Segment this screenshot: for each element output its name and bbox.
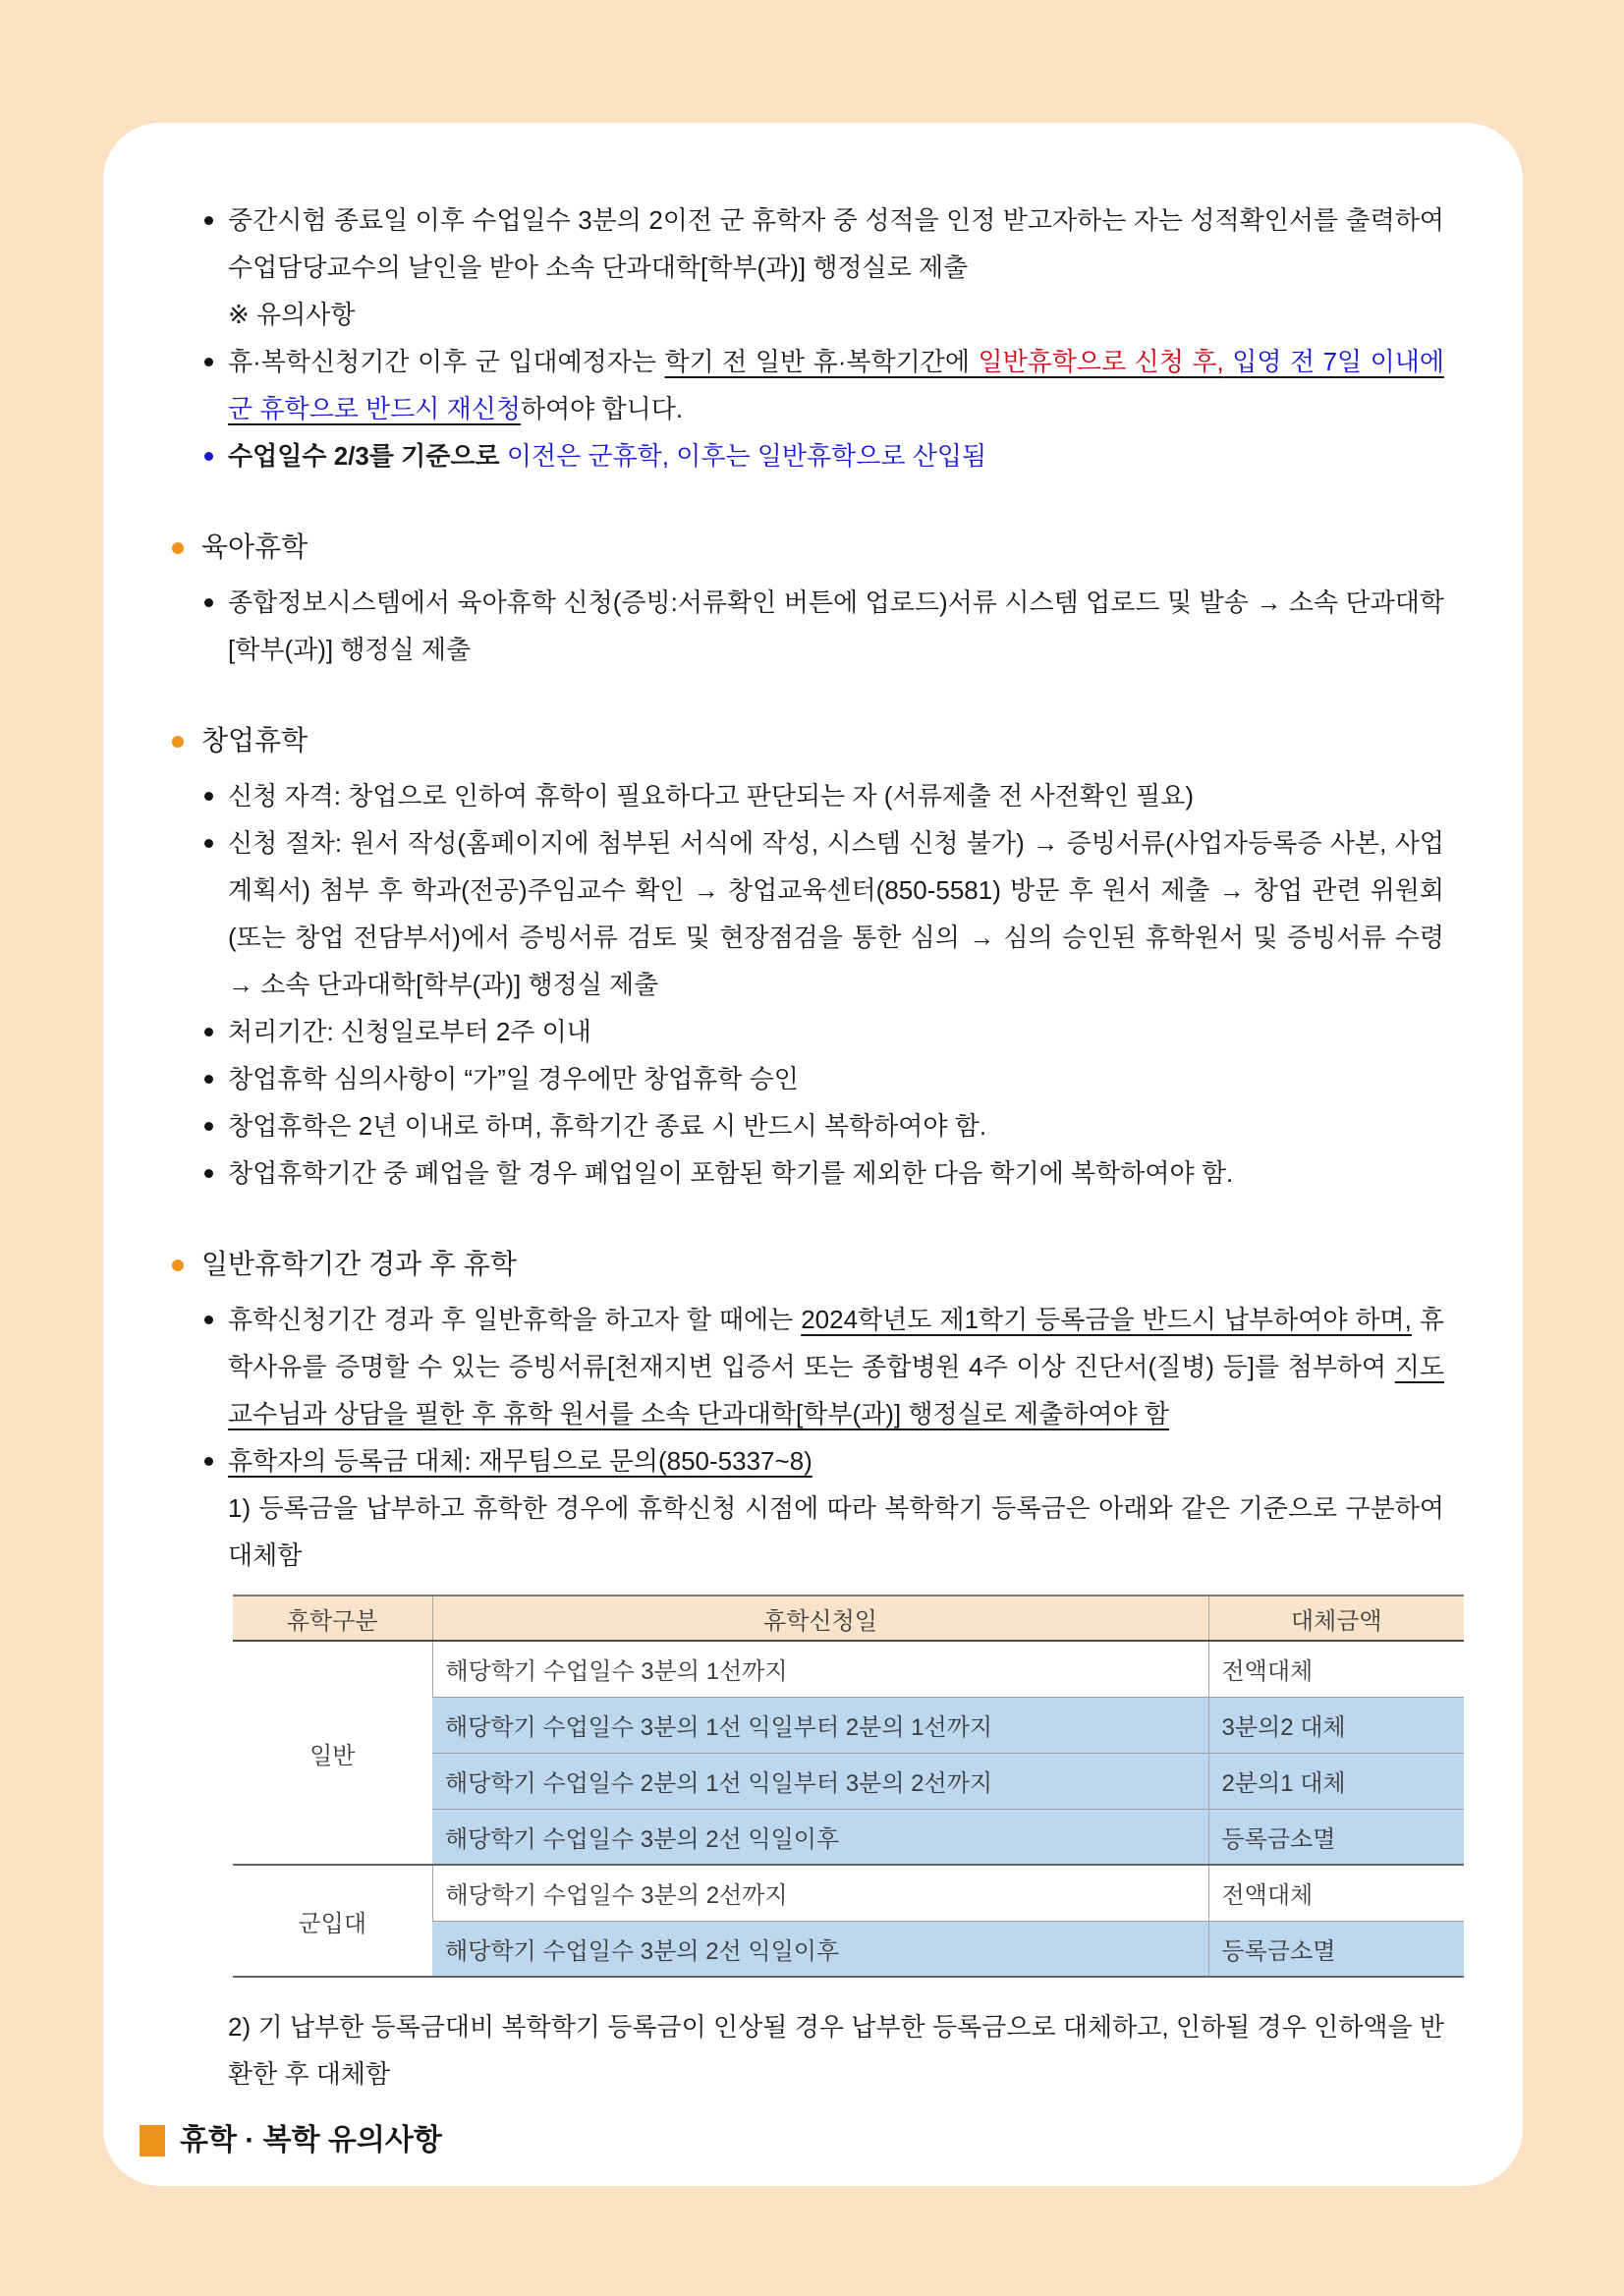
note-1-tuition-replacement: 1) 등록금을 납부하고 휴학한 경우에 휴학신청 시점에 따라 복학학기 등록금은 아래와 같은 기준으로 구분하여 대체함: [228, 1493, 1444, 1570]
bullet-text: 창업휴학은 2년 이내로 하며, 휴학기간 종료 시 반드시 복학하여야 함.: [228, 1111, 987, 1141]
cell-application-date: 해당학기 수업일수 2분의 1선 익일부터 3분의 2선까지: [432, 1753, 1208, 1809]
section-heading-leave-after-period: [172, 1241, 1444, 1288]
bullet-text: 창업휴학기간 중 폐업을 할 경우 폐업일이 포함된 학기를 제외한 다음 학기에 복학하여야 함.: [228, 1158, 1234, 1188]
document-body: [103, 123, 1523, 2162]
cell-replacement-amount: 전액대체: [1208, 1641, 1464, 1697]
segment-blue: 입영 전 7일 이내에 군 휴학으로 반드시 재신청: [228, 347, 1444, 423]
bullet-item-startup-eligibility: [204, 772, 1444, 819]
column-header-application-date: 휴학신청일: [432, 1596, 1208, 1641]
note-caution-label: ※ 유의사항: [228, 300, 356, 329]
bullet-item-late-leave-requirements: [204, 1296, 1444, 1437]
section-heading-startup-leave: [172, 717, 1444, 764]
table-row: [233, 1641, 1464, 1697]
segment-plain: 휴·복학신청기간 이후 군 입대예정자는: [228, 347, 665, 376]
cell-application-date: 해당학기 수업일수 3분의 2선 익일이후: [432, 1809, 1208, 1865]
segment-bold: 수업일수 2/3를 기준으로: [228, 441, 507, 471]
cell-replacement-amount: 등록금소멸: [1208, 1921, 1464, 1977]
segment-underline-black: 학기 전 일반 휴·복학기간에: [664, 347, 979, 376]
content-card: [103, 123, 1523, 2186]
group-label-general: 일반: [233, 1641, 432, 1865]
segment-underline: 지도교수님과 상담을 필한 후 휴학 원서를 소속 단과대학[학부(과)] 행정실로 제출하여야 함: [228, 1352, 1444, 1428]
segment-red: 일반휴학으로 신청 후,: [978, 347, 1224, 376]
segment-blue: 이전은 군휴학, 이후는 일반휴학으로 산입됨: [506, 441, 987, 471]
bullet-text: 처리기간: 신청일로부터 2주 이내: [228, 1017, 591, 1046]
bullet-item-military-reapply: [204, 338, 1444, 432]
segment-plain-tail: 하여야 합니다.: [520, 394, 684, 423]
section-heading-label: 육아휴학: [201, 532, 308, 562]
orange-square-bullet-icon: [140, 2125, 165, 2156]
bullet-item-startup-processing-time: [204, 1008, 1444, 1055]
footer-heading-label: 휴학 · 복학 유의사항: [180, 2124, 442, 2156]
bullet-text: 중간시험 종료일 이후 수업일수 3분의 2이전 군 휴학자 중 성적을 인정 받고자하는 자는 성적확인서를 출력하여 수업담당교수의 날인을 받아 소속 단과대학[학부(과)] 행정실로 제출: [228, 205, 1444, 282]
column-header-leave-type: 휴학구분: [233, 1596, 432, 1641]
cell-replacement-amount: 2분의1 대체: [1208, 1753, 1464, 1809]
bullet-text: 신청 자격: 창업으로 인하여 휴학이 필요하다고 판단되는 자 (서류제출 전 사전확인 필요): [228, 781, 1195, 811]
cell-replacement-amount: 등록금소멸: [1208, 1809, 1464, 1865]
cell-replacement-amount: 3분의2 대체: [1208, 1697, 1464, 1753]
section-heading-label: 창업휴학: [201, 725, 308, 756]
tuition-replacement-table: [233, 1595, 1464, 1978]
segment-underline: 2024학년도 제1학기 등록금을 반드시 납부하여야 하며,: [801, 1305, 1412, 1334]
cell-application-date: 해당학기 수업일수 3분의 1선까지: [432, 1641, 1208, 1697]
bullet-item-tuition-replacement-contact: [204, 1437, 1444, 1484]
note-2-tuition-difference: 2) 기 납부한 등록금대비 복학학기 등록금이 인상될 경우 납부한 등록금으로 대체하고, 인하될 경우 인하액을 반환한 후 대체함: [228, 2012, 1444, 2089]
bullet-item-midterm-grade: [204, 196, 1444, 291]
section-heading-childcare-leave: [172, 524, 1444, 571]
bullet-text: 신청 절차: 원서 작성(홈페이지에 첨부된 서식에 작성, 시스템 신청 불가) → 증빙서류(사업자등록증 사본, 사업계획서) 첨부 후 학과(전공)주임교수 확인 → 창업교육센터(850-5581) 방문 후 원서 제출 → 창업 관련 위원회(또는 창업 전담부서)에서 증빙서류 검토 및 현장점검을 통한 심의 → 심의 승인된 휴학원서 및 증빙서류 수령 → 소속 단과대학[학부(과)] 행정실 제출: [228, 828, 1444, 999]
bullet-item-startup-approval: [204, 1055, 1444, 1102]
group-label-military: 군입대: [233, 1865, 432, 1977]
segment-plain: 휴학신청기간 경과 후 일반휴학을 하고자 할 때에는: [228, 1305, 802, 1334]
footer-section-heading: [140, 2119, 1444, 2162]
cell-application-date: 해당학기 수업일수 3분의 2선 익일이후: [432, 1921, 1208, 1977]
table-row: [233, 1865, 1464, 1921]
bullet-item-startup-closure: [204, 1149, 1444, 1197]
cell-application-date: 해당학기 수업일수 3분의 2선까지: [432, 1865, 1208, 1921]
bullet-item-two-thirds-rule: [204, 432, 1444, 479]
cell-application-date: 해당학기 수업일수 3분의 1선 익일부터 2분의 1선까지: [432, 1697, 1208, 1753]
bullet-item-childcare-procedure: [204, 579, 1444, 673]
bullet-item-startup-duration: [204, 1102, 1444, 1149]
segment-underline: 휴학자의 등록금 대체: 재무팀으로 문의(850-5337~8): [228, 1446, 812, 1476]
column-header-replacement-amount: 대체금액: [1208, 1596, 1464, 1641]
bullet-item-startup-procedure: [204, 819, 1444, 1008]
segment-plain: 휴학사유를 증명할 수 있는 증빙서류[천재지변 입증서 또는 종합병원 4주 이상 진단서(질병) 등]를 첨부하여: [228, 1305, 1444, 1381]
table-header-row: [233, 1596, 1464, 1641]
cell-replacement-amount: 전액대체: [1208, 1865, 1464, 1921]
bullet-text: 종합정보시스템에서 육아휴학 신청(증빙:서류확인 버튼에 업로드)서류 시스템 업로드 및 발송 → 소속 단과대학[학부(과)] 행정실 제출: [228, 588, 1444, 664]
section-heading-label: 일반휴학기간 경과 후 휴학: [201, 1249, 517, 1279]
bullet-text: 창업휴학 심의사항이 “가”일 경우에만 창업휴학 승인: [228, 1064, 799, 1093]
